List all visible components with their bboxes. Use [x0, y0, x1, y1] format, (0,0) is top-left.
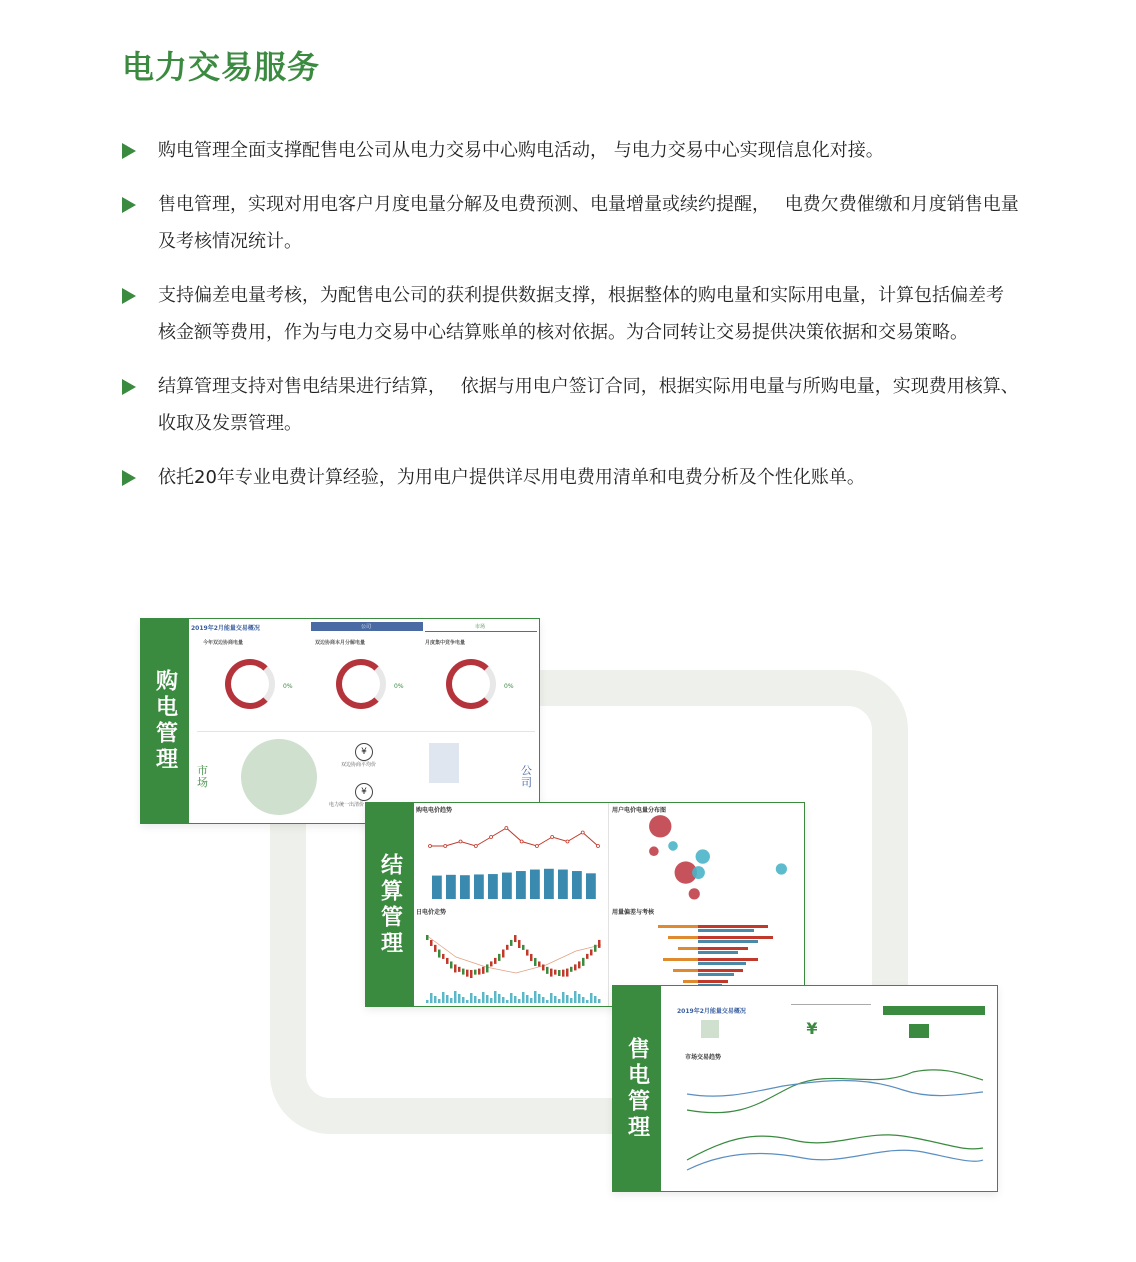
candle: [514, 935, 517, 942]
sell-panel-sidebar: [613, 986, 661, 1191]
candle: [482, 967, 485, 974]
candle: [458, 967, 461, 972]
volume-bar: [450, 998, 453, 1003]
yuan-icon: ¥: [355, 783, 373, 801]
gauge-chart: [446, 659, 496, 709]
candle: [574, 964, 577, 970]
volume-bar: [526, 995, 529, 1003]
triangle-bullet-icon: [122, 143, 136, 159]
bar: [432, 876, 442, 899]
candle: [466, 970, 469, 977]
flow-label: 双边协商平均价: [341, 762, 377, 768]
candle: [522, 945, 525, 950]
divider: [608, 803, 609, 1006]
bullet-text: 售电管理，实现对用电客户月度电量分解及电费预测、电量增量或续约提醒， 电费欠费催缴和月度销售电量及考核情况统计。: [158, 194, 1019, 252]
positive-bar: [698, 925, 768, 928]
triangle-bullet-icon: [122, 470, 136, 486]
bullet-item: [120, 186, 1020, 260]
gauge-percent: 0%: [283, 683, 293, 690]
volume-bar: [570, 998, 573, 1003]
bubble: [696, 849, 710, 863]
volume-bar: [582, 997, 585, 1003]
bubble: [692, 866, 705, 879]
bubble: [668, 841, 678, 851]
price-line: [430, 828, 598, 846]
candle: [550, 969, 553, 977]
comparison-bar: [698, 940, 758, 943]
candle: [526, 950, 529, 956]
volume-bar: [578, 994, 581, 1003]
volume-bar-chart: [416, 861, 606, 903]
candle: [430, 940, 433, 946]
line-point: [535, 845, 538, 848]
chart-title: 用户电价电量分布图: [612, 807, 667, 814]
gauge-percent: 0%: [394, 683, 404, 690]
negative-bar: [663, 958, 698, 961]
purchase-panel-sidebar: [141, 619, 189, 823]
bullet-item: [120, 459, 1020, 496]
candle: [590, 949, 593, 955]
line-point: [597, 845, 600, 848]
volume-bar: [486, 995, 489, 1003]
candle: [570, 967, 573, 972]
volume-bar: [454, 991, 457, 1003]
negative-bar: [678, 947, 698, 950]
bar: [572, 871, 582, 899]
line-point: [505, 827, 508, 830]
bullet-text: 结算管理支持对售电结果进行结算， 依据与用电户签订合同，根据实际用电量与所购电量，实现费用核算、收取及发票管理。: [158, 376, 1019, 434]
candle: [478, 969, 481, 975]
comparison-bar: [698, 973, 734, 976]
purchase-panel-header: 2019年2月能量交易概况: [191, 625, 260, 632]
line-point: [581, 831, 584, 834]
bullet-list: [120, 132, 1020, 513]
candle: [562, 970, 565, 977]
bar: [502, 873, 512, 899]
candle: [470, 970, 473, 978]
yuan-icon: ¥: [806, 1019, 818, 1038]
line-point: [474, 845, 477, 848]
volume-bar: [458, 994, 461, 1003]
trend-line-chart: [683, 1060, 987, 1178]
candle: [582, 958, 585, 966]
bullet-item: [120, 277, 1020, 351]
candle: [498, 954, 501, 961]
volume-bar: [574, 991, 577, 1003]
divider: [197, 731, 535, 732]
positive-bar: [698, 969, 743, 972]
candle: [598, 940, 601, 948]
chart-title: 购电电价趋势: [416, 807, 453, 814]
volume-bar: [534, 991, 537, 1003]
bubble: [776, 863, 787, 874]
company-label: 公司: [521, 764, 532, 789]
gauge-label: 双边协商本月分解电量: [315, 640, 366, 646]
globe-icon: [241, 739, 317, 815]
candle: [594, 945, 597, 952]
candle: [554, 970, 557, 975]
volume-bar: [546, 1000, 549, 1003]
bar: [544, 869, 554, 899]
trend-line: [687, 1070, 983, 1113]
candle: [442, 954, 445, 959]
bubble: [689, 888, 700, 899]
bubble-scatter-chart: [612, 813, 802, 905]
gauge-chart: [225, 659, 275, 709]
tab-active[interactable]: [883, 1006, 985, 1015]
volume-bar: [478, 999, 481, 1003]
volume-bar: [538, 994, 541, 1003]
candle: [486, 964, 489, 972]
line-point: [566, 840, 569, 843]
volume-bar: [482, 992, 485, 1003]
negative-bar: [668, 936, 698, 939]
volume-bar: [502, 997, 505, 1003]
tab-market[interactable]: [425, 622, 537, 632]
candle: [538, 961, 541, 966]
yuan-icon: ¥: [355, 743, 373, 761]
candle: [454, 964, 457, 972]
line-point: [459, 840, 462, 843]
volume-bar: [542, 997, 545, 1003]
candle: [534, 958, 537, 966]
bar: [558, 870, 568, 899]
exchange-icon: [909, 1024, 929, 1038]
bar: [516, 871, 526, 899]
volume-bar: [514, 996, 517, 1003]
gauge-label: 月度集中竞争电量: [425, 640, 466, 646]
flow-label: 电力统一出清价: [329, 802, 365, 808]
negative-bar: [673, 969, 698, 972]
bar: [446, 875, 456, 899]
chart-title: 用量偏差与考核: [612, 909, 655, 916]
candle: [462, 969, 465, 975]
chart-title: 日电价走势: [416, 909, 447, 916]
trade-icon: [701, 1020, 719, 1038]
bullet-item: [120, 368, 1020, 442]
candle: [490, 961, 493, 966]
candle: [474, 970, 477, 975]
volume-bar: [562, 992, 565, 1003]
volume-bar: [498, 994, 501, 1003]
line-point: [551, 836, 554, 839]
building-icon: [429, 743, 459, 783]
tab-market-label: 市场: [475, 624, 486, 630]
comparison-bar: [698, 962, 746, 965]
settle-panel: [365, 802, 805, 1007]
gauge-label: 今年双边协商电量: [203, 640, 244, 646]
bubble: [649, 815, 671, 837]
positive-bar: [698, 947, 748, 950]
price-line-chart: [416, 813, 606, 863]
triangle-bullet-icon: [122, 288, 136, 304]
settle-panel-label: 结算管理: [377, 852, 403, 957]
volume-bar: [474, 996, 477, 1003]
volume-bar: [594, 996, 597, 1003]
volume-bar: [558, 999, 561, 1003]
volume-bar: [510, 993, 513, 1003]
positive-bar: [698, 936, 773, 939]
candlestick-chart: [416, 915, 606, 1003]
purchase-panel: [140, 618, 540, 824]
line-point: [444, 845, 447, 848]
trend-line: [687, 1150, 983, 1170]
candle: [586, 954, 589, 959]
volume-bar: [586, 1000, 589, 1003]
candle: [510, 940, 513, 946]
bar: [474, 874, 484, 899]
sell-panel: [612, 985, 998, 1192]
line-point: [490, 836, 493, 839]
line-point: [429, 845, 432, 848]
volume-bar: [518, 999, 521, 1003]
gauge-chart: [336, 659, 386, 709]
candle: [530, 954, 533, 961]
candle: [506, 945, 509, 950]
bubble: [649, 846, 659, 856]
triangle-bullet-icon: [122, 197, 136, 213]
volume-bar: [462, 997, 465, 1003]
volume-bar: [470, 993, 473, 1003]
candle: [426, 935, 429, 940]
volume-bar: [466, 1000, 469, 1003]
candle: [446, 958, 449, 964]
candle: [566, 969, 569, 977]
candle: [502, 950, 505, 958]
page-title: 电力交易服务: [122, 48, 321, 86]
purchase-panel-label: 购电管理: [152, 669, 178, 773]
candle: [546, 967, 549, 974]
bar: [586, 873, 596, 899]
bullet-text: 购电管理全面支撑配售电公司从电力交易中心购电活动， 与电力交易中心实现信息化对接。: [158, 140, 884, 161]
settle-panel-sidebar: [366, 803, 414, 1006]
volume-bar: [530, 998, 533, 1003]
chart-title: 市场交易趋势: [685, 1054, 722, 1061]
candle: [438, 950, 441, 958]
bullet-text: 支持偏差电量考核，为配售电公司的获利提供数据支撑，根据整体的购电量和实际用电量，计算包括偏差考核金额等费用，作为与电力交易中心结算账单的核对依据。为合同转让交易提供决策依据和交易策略。: [158, 285, 1004, 343]
bullet-text: 依托20年专业电费计算经验，为用电户提供详尽用电费用清单和电费分析及个性化账单。: [158, 467, 865, 488]
bullet-item: [120, 132, 1020, 169]
volume-bar: [522, 992, 525, 1003]
bar: [530, 870, 540, 899]
volume-bar: [434, 996, 437, 1003]
volume-bar: [494, 991, 497, 1003]
candle: [518, 940, 521, 948]
volume-bar: [506, 1000, 509, 1003]
negative-bar: [683, 980, 698, 983]
negative-bar: [658, 925, 698, 928]
candle: [558, 970, 561, 976]
positive-bar: [698, 958, 758, 961]
market-label: 市场: [197, 764, 208, 789]
volume-bar: [554, 996, 557, 1003]
candle: [494, 958, 497, 964]
volume-bar: [438, 999, 441, 1003]
tab-company-label: 公司: [361, 624, 372, 630]
positive-bar: [698, 980, 728, 983]
triangle-bullet-icon: [122, 379, 136, 395]
candle: [450, 961, 453, 968]
gauge-percent: 0%: [504, 683, 514, 690]
candle: [542, 964, 545, 970]
candle: [434, 945, 437, 952]
volume-bar: [426, 1000, 429, 1003]
bar: [488, 874, 498, 899]
candle: [578, 961, 581, 968]
volume-bar: [590, 993, 593, 1003]
sell-panel-label: 售电管理: [624, 1036, 650, 1141]
volume-bar: [566, 995, 569, 1003]
trend-line: [687, 1081, 983, 1097]
volume-bar: [550, 993, 553, 1003]
bar: [460, 875, 470, 899]
volume-bar: [490, 998, 493, 1003]
volume-bar: [598, 999, 601, 1003]
line-point: [520, 840, 523, 843]
sell-panel-header: 2019年2月能量交易概况: [677, 1008, 746, 1015]
tab-underline: [791, 1004, 871, 1005]
comparison-bar: [698, 929, 754, 932]
tab-company[interactable]: [311, 622, 423, 631]
comparison-bar: [698, 951, 738, 954]
volume-bar: [446, 995, 449, 1003]
volume-bar: [442, 992, 445, 1003]
volume-bar: [430, 993, 433, 1003]
